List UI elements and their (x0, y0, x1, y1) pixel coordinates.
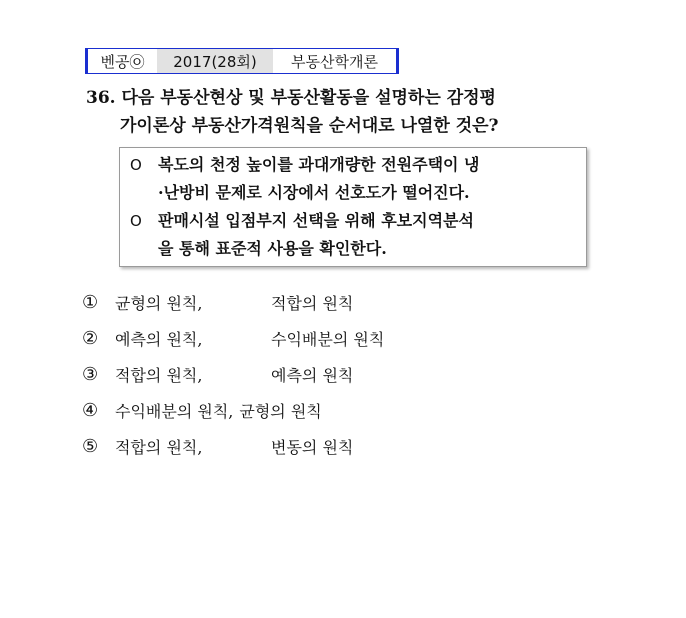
condition-item (130, 151, 586, 207)
condition-line: 판매시설 입점부지 선택을 위해 후보지역분석 (158, 211, 474, 230)
answer-option-1[interactable] (82, 284, 384, 320)
question-line-1 (86, 84, 596, 112)
option-first-principle: 균형의 원칙, (115, 293, 203, 313)
option-second-principle: 균형의 원칙 (239, 401, 322, 421)
option-number: ② (82, 327, 99, 349)
condition-item (130, 207, 586, 263)
option-first-principle: 예측의 원칙, (115, 329, 203, 349)
option-number: ③ (82, 363, 99, 385)
answer-option-2[interactable] (82, 320, 384, 356)
answer-option-3[interactable] (82, 356, 384, 392)
answer-options (82, 284, 384, 464)
circle-bullet-icon: O (130, 212, 142, 230)
question (86, 84, 596, 140)
condition-line: 을 통해 표준적 사용을 확인한다. (158, 239, 387, 258)
option-second-principle: 예측의 원칙 (271, 365, 354, 385)
option-number: ④ (82, 399, 99, 421)
option-first-principle: 수익배분의 원칙, (115, 401, 234, 421)
condition-line: ·난방비 문제로 시장에서 선호도가 떨어진다. (158, 183, 470, 202)
option-first-principle: 적합의 원칙, (115, 437, 203, 457)
question-line-2: 가이론상 부동산가격원칙을 순서대로 나열한 것은? (120, 116, 499, 136)
condition-box (119, 147, 587, 267)
condition-line: 복도의 천정 높이를 과대개량한 전원주택이 냉 (158, 155, 480, 174)
question-number: 36. (86, 88, 116, 108)
option-second-principle: 변동의 원칙 (271, 437, 354, 457)
question-text-1: 다음 부동산현상 및 부동산활동을 설명하는 감정평 (121, 88, 496, 108)
option-first-principle: 적합의 원칙, (115, 365, 203, 385)
exam-header (85, 48, 399, 74)
option-number: ⑤ (82, 435, 99, 457)
option-second-principle: 수익배분의 원칙 (271, 329, 385, 349)
header-year: 2017(28회) (157, 48, 273, 74)
answer-option-4[interactable] (82, 392, 384, 428)
answer-option-5[interactable] (82, 428, 384, 464)
header-edition: 벤공㉧ (85, 48, 157, 74)
header-subject: 부동산학개론 (273, 48, 399, 74)
option-number: ① (82, 291, 99, 313)
option-second-principle: 적합의 원칙 (271, 293, 354, 313)
circle-bullet-icon: O (130, 156, 142, 174)
